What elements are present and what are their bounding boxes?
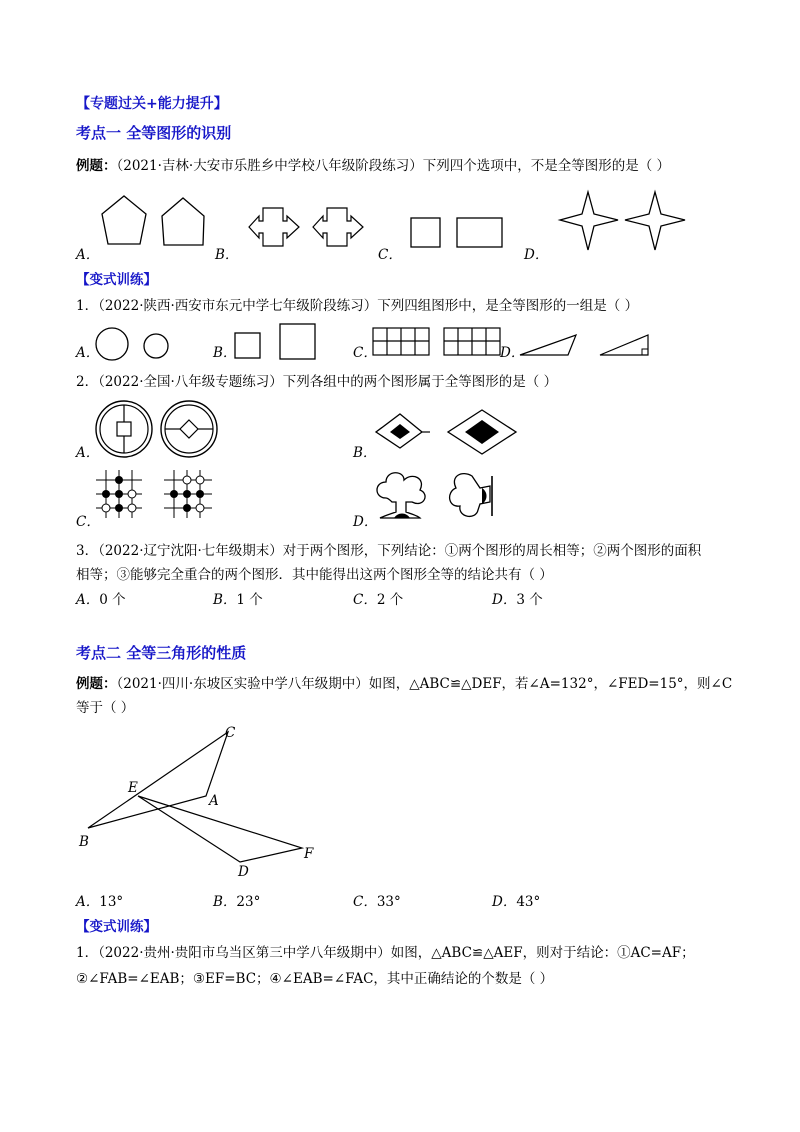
option-value: 43° (516, 894, 541, 910)
option-d: D． (353, 514, 378, 530)
diamond-pair-figure (370, 408, 530, 456)
option-d: D． (500, 345, 525, 361)
question-3-line-2: 相等；③能够完全重合的两个图形．其中能得出这两个图形全等的结论共有（ ） (76, 567, 553, 583)
section-title-2: 考点二 全等三角形的性质 (76, 644, 247, 662)
example-text-line-1: （2021·四川·东坡区实验中学八年级期中）如图，△ABC≌△DEF，若∠A=132°，∠FED=15°，则∠C (116, 676, 733, 692)
option-c: C． (353, 345, 377, 361)
option-value: 33° (376, 894, 401, 910)
example-prefix: 例题： (76, 676, 117, 692)
option-a: A． (76, 247, 100, 263)
option-value: 0 个 (99, 592, 126, 608)
option-b: B． (353, 445, 377, 461)
section-banner: 【专题过关+能力提升】 (76, 96, 228, 112)
option-c (353, 893, 401, 911)
option-a: A． (76, 345, 100, 361)
option-b (213, 893, 260, 911)
example-prefix: 例题： (76, 158, 117, 174)
option-value: 2 个 (376, 592, 404, 608)
option-b: B． (215, 247, 239, 263)
option-key: A． (76, 592, 100, 608)
square-rectangle-figure (410, 217, 510, 251)
point-label-c: C (225, 725, 236, 741)
option-value: 1 个 (236, 592, 263, 608)
option-c: C． (378, 247, 402, 263)
point-label-e: E (128, 780, 138, 796)
option-key: A． (76, 894, 100, 910)
cross-arrow-pair-figure (247, 204, 367, 250)
option-value: 13° (99, 894, 124, 910)
option-c: C． (76, 514, 100, 530)
option-key: D． (492, 894, 517, 910)
point-label-f: F (304, 846, 314, 862)
training-label-2: 【变式训练】 (76, 919, 157, 935)
option-d (492, 893, 540, 911)
point-label-a: A (209, 793, 219, 809)
option-d: D． (524, 247, 549, 263)
point-label-b: B (79, 834, 89, 850)
option-a (76, 893, 123, 911)
option-c (353, 591, 403, 609)
point-label-d: D (238, 864, 249, 880)
option-b (213, 591, 263, 609)
question-2-1-line-2: ②∠FAB=∠EAB；③EF=BC；④∠EAB=∠FAC，其中正确结论的个数是（ ） (76, 971, 554, 987)
example-question-2 (76, 675, 732, 693)
coin-pair-figure (94, 398, 222, 460)
grid-pair-figure (372, 327, 504, 357)
question-2: 2．（2022·全国·八年级专题练习）下列各组中的两个图形属于全等图形的是（ ） (76, 374, 558, 390)
question-1: 1．（2022·陕西·西安市东元中学七年级阶段练习）下列四组图形中，是全等图形的一组是（ ） (76, 298, 639, 314)
congruent-triangles-figure (78, 722, 328, 882)
training-label-1: 【变式训练】 (76, 272, 157, 288)
option-a: A． (76, 445, 100, 461)
question-2-1-line-1: 1．（2022·贵州·贵阳市乌当区第三中学八年级期中）如图，△ABC≌△AEF，则对于结论：①AC=AF； (76, 945, 695, 961)
option-value: 3 个 (516, 592, 543, 608)
example-question-2-line-2: 等于（ ） (76, 700, 135, 716)
circle-pair-figure (94, 327, 184, 363)
option-key: D． (492, 592, 517, 608)
option-key: C． (353, 592, 377, 608)
example-question-1 (76, 157, 670, 175)
square-pair-figure (232, 322, 322, 362)
option-key: B． (213, 894, 237, 910)
option-key: C． (353, 894, 377, 910)
go-board-pair-figure (94, 468, 222, 520)
option-d (492, 591, 543, 609)
cloud-tree-pair-figure (372, 468, 502, 522)
option-b: B． (213, 345, 237, 361)
option-value: 23° (236, 894, 261, 910)
option-a (76, 591, 126, 609)
option-key: B． (213, 592, 237, 608)
question-3-line-1: 3．（2022·辽宁沈阳·七年级期末）对于两个图形，下列结论：①两个图形的周长相等；②两个图形的面积 (76, 543, 702, 559)
example-text: （2021·吉林·大安市乐胜乡中学校八年级阶段练习）下列四个选项中，不是全等图形的是（ ） (116, 158, 670, 174)
star-pair-figure (558, 190, 688, 254)
triangle-pair-figure (516, 333, 656, 359)
section-title-1: 考点一 全等图形的识别 (76, 124, 232, 142)
pentagon-pair-figure (100, 194, 215, 254)
